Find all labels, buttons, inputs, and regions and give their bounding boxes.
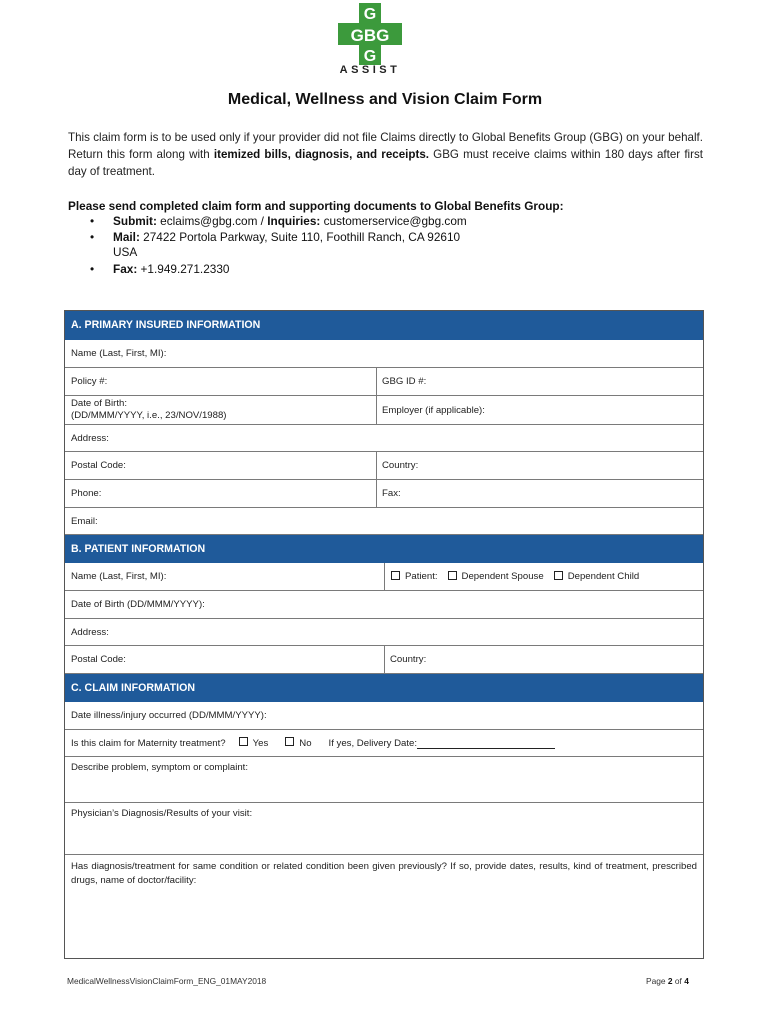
insured-name-field[interactable]: Name (Last, First, MI): [71, 348, 167, 359]
patient-name-field[interactable]: Name (Last, First, MI): [71, 571, 167, 582]
page-current: 2 [667, 976, 673, 986]
document-id: MedicalWellnessVisionClaimForm_ENG_01MAY2018 [67, 976, 267, 986]
patient-name-row [65, 563, 703, 591]
section-c-header [65, 674, 703, 702]
logo-caption: ASSIST [339, 64, 401, 76]
dependent-child-label: Dependent Child [567, 571, 640, 582]
policy-row [65, 368, 703, 396]
section-a-title: A. PRIMARY INSURED INFORMATION [71, 319, 261, 331]
dependent-spouse-option[interactable] [448, 571, 544, 582]
gbg-logo [338, 3, 402, 65]
intro-bold: itemized bills, diagnosis, and receipts. [213, 148, 429, 161]
bullet-dot: • [90, 214, 95, 228]
list-item [68, 262, 467, 278]
patient-address-field[interactable]: Address: [71, 626, 109, 638]
insured-address-field[interactable]: Address: [71, 432, 109, 444]
no-label: No [299, 737, 312, 749]
page-number [646, 976, 689, 986]
intro-text-2: GBG must receive claims within 180 days after first day of treatment. [68, 148, 703, 178]
diagnosis-row [65, 803, 703, 855]
mail-address: 27422 Portola Parkway, Suite 110, Foothill Ranch, CA 92610 [139, 229, 461, 244]
policy-number-field[interactable]: Policy #: [71, 376, 108, 387]
insured-country-field[interactable]: Country: [382, 460, 419, 471]
dob-format-hint: (DD/MMM/YYYY, i.e., 23/NOV/1988) [71, 410, 227, 421]
employer-field[interactable]: Employer (if applicable): [382, 404, 485, 416]
mail-label: Mail: [113, 229, 140, 244]
insured-postal-row [65, 452, 703, 480]
intro-text-1: This claim form is to be used only if your provider did not file Claims directly to Global Benefits Group (GBG) on your behalf. Return this form along with [68, 131, 703, 161]
list-item [68, 230, 467, 246]
maternity-row [65, 730, 703, 757]
patient-postal-row [65, 646, 703, 674]
submit-email-link[interactable]: eclaims@gbg.com / [156, 214, 268, 228]
describe-row [65, 757, 703, 803]
patient-option[interactable] [391, 571, 438, 582]
inquiries-email-link[interactable]: customerservice@gbg.com [320, 214, 467, 228]
send-list [68, 214, 467, 277]
page-of: of [672, 976, 685, 986]
bullet-dot: • [90, 261, 95, 276]
fax-number: +1.949.271.2330 [137, 261, 230, 276]
maternity-question-label: Is this claim for Maternity treatment? [71, 737, 226, 749]
checkbox-icon[interactable] [554, 571, 563, 580]
form-title: Medical, Wellness and Vision Claim Form [227, 91, 543, 108]
logo-letter-top: G [363, 6, 377, 23]
maternity-no-option[interactable] [285, 738, 311, 749]
dob-label: Date of Birth: [71, 398, 127, 409]
describe-problem-field[interactable]: Describe problem, symptom or complaint: [71, 762, 249, 773]
logo-letters-mid: GBG [350, 26, 390, 45]
section-b-header [65, 535, 703, 563]
previous-treatment-field[interactable]: Has diagnosis/treatment for same condition or related condition been given previously? If so, provide dates, results, kind of treatment, prescribed drugs, name of doctor/facility: [71, 861, 697, 886]
patient-address-row [65, 619, 703, 646]
delivery-date-label: If yes, Delivery Date: [328, 737, 418, 749]
insured-email-field[interactable]: Email: [71, 515, 98, 527]
checkbox-icon[interactable] [391, 571, 400, 580]
section-c-title: C. CLAIM INFORMATION [71, 681, 195, 694]
checkbox-icon[interactable] [448, 571, 457, 580]
delivery-date-input[interactable] [417, 738, 555, 749]
diagnosis-field[interactable]: Physician’s Diagnosis/Results of your visit: [71, 808, 253, 819]
inquiries-label: Inquiries: [267, 214, 321, 228]
patient-dob-row [65, 591, 703, 619]
previous-treatment-row [65, 855, 703, 958]
section-a-header [65, 311, 703, 340]
checkbox-icon[interactable] [285, 737, 294, 746]
list-item [68, 214, 467, 230]
insured-phone-row [65, 480, 703, 508]
claim-form-table [64, 310, 704, 959]
gbg-id-field[interactable]: GBG ID #: [382, 376, 427, 387]
insured-phone-field[interactable]: Phone: [71, 488, 102, 499]
intro-paragraph [68, 129, 703, 180]
patient-option-label: Patient: [405, 571, 438, 582]
dependent-spouse-label: Dependent Spouse [461, 571, 544, 582]
section-b-title: B. PATIENT INFORMATION [71, 542, 206, 555]
page-prefix: Page [646, 976, 668, 986]
checkbox-icon[interactable] [239, 737, 248, 746]
date-illness-field[interactable]: Date illness/injury occurred (DD/MMM/YYYY): [71, 710, 267, 721]
yes-label: Yes [252, 737, 269, 749]
insured-name-row[interactable] [65, 340, 703, 368]
patient-country-field[interactable]: Country: [390, 654, 427, 665]
mail-country: USA [113, 245, 138, 259]
dob-row [65, 396, 703, 425]
insured-postal-field[interactable]: Postal Code: [71, 460, 126, 471]
page-total: 4 [684, 976, 689, 986]
send-heading: Please send completed claim form and supporting documents to Global Benefits Group: [68, 199, 564, 213]
logo-letter-bottom: G [363, 48, 377, 65]
fax-label: Fax: [113, 261, 138, 276]
list-item-continued [68, 245, 467, 261]
bullet-dot: • [90, 229, 95, 244]
patient-dob-field[interactable]: Date of Birth (DD/MMM/YYYY): [71, 599, 205, 610]
maternity-question [65, 730, 703, 756]
dependent-child-option[interactable] [554, 571, 639, 582]
insured-address-row [65, 425, 703, 452]
patient-relationship-options [384, 563, 703, 590]
insured-fax-field[interactable]: Fax: [382, 488, 401, 499]
insured-email-row [65, 508, 703, 535]
insured-dob-field[interactable] [65, 396, 376, 424]
date-illness-row [65, 702, 703, 730]
submit-label: Submit: [113, 214, 157, 228]
maternity-yes-option[interactable] [239, 738, 269, 749]
patient-postal-field[interactable]: Postal Code: [71, 654, 126, 665]
